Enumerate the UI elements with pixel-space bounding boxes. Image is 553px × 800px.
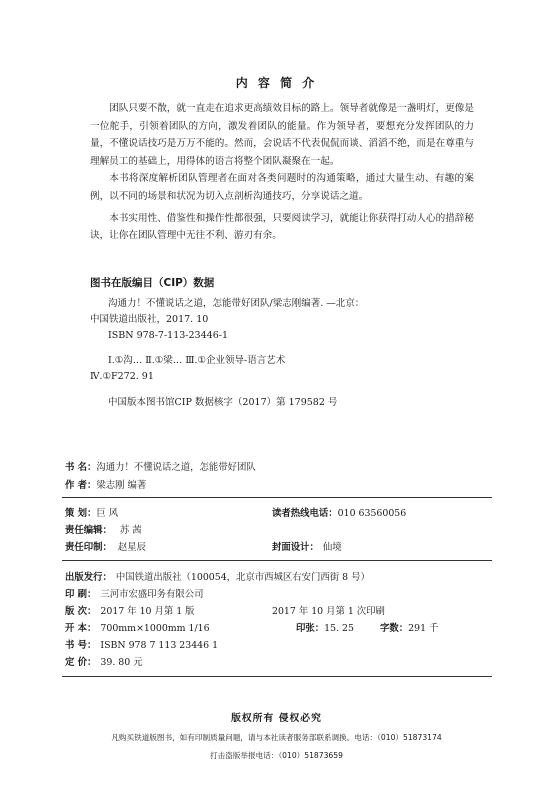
- book-author-value: 梁志刚 编著: [96, 480, 147, 491]
- editor-value: 苏 茜: [119, 525, 142, 536]
- cip-line-isbn: ISBN 978-7-113-23446-1: [108, 329, 228, 341]
- format-label: 开 本：: [65, 623, 97, 634]
- print-manager-value: 赵星辰: [117, 542, 147, 553]
- intro-title: 内 容 简 介: [235, 76, 318, 90]
- format-value: 700mm×1000mm 1/16: [100, 623, 210, 634]
- publisher-value: 中国铁道出版社（100054，北京市西城区右安门西街 8 号）: [115, 572, 370, 583]
- words-row: [380, 620, 438, 634]
- price-row: [65, 654, 143, 668]
- price-value: 39. 80 元: [100, 657, 143, 668]
- print-manager-label: 责任印制：: [65, 542, 112, 553]
- editor-row: [65, 522, 142, 536]
- hotline-value: 010 63560056: [337, 508, 407, 519]
- rights-note-piracy: 打击盗版举报电话：（010）51873659: [210, 751, 343, 760]
- intro-paragraph-2: 本书将深度解析团队管理者在面对各类问题时的沟通策略，通过大量生动、有趣的案例，以不同的场景和状况为切入点剖析沟通技巧，分享说话之道。: [90, 173, 474, 202]
- printing-value: 2017 年 10 月第 1 次印刷: [272, 606, 385, 617]
- book-title-label: 书 名：: [65, 462, 97, 473]
- publisher-label: 出版发行：: [65, 572, 112, 583]
- cip-line-classification: Ⅳ.①F272. 91: [90, 371, 154, 383]
- isbn-value: ISBN 978 7 113 23446 1: [100, 640, 219, 651]
- publisher-row: [65, 569, 370, 583]
- price-label: 定 价：: [65, 657, 97, 668]
- rights-title: 版权所有 侵权必究: [231, 713, 322, 724]
- words-label: 字数：: [380, 623, 409, 634]
- sheets-row: [296, 620, 354, 634]
- book-title-row: [65, 459, 256, 473]
- cover-design-value: 仙境: [322, 542, 342, 553]
- cip-line-number: 中国版本图书馆CIP 数据核字（2017）第 179582 号: [108, 396, 338, 408]
- edition-row: [65, 603, 195, 617]
- isbn-row: [65, 637, 218, 651]
- cip-record: [90, 296, 490, 411]
- isbn-label: 书 号：: [65, 640, 97, 651]
- cip-line-title: 沟通力！不懂说话之道，怎能带好团队/梁志刚编著. —北京：: [108, 298, 365, 309]
- cip-heading: 图书在版编目（CIP）数据: [90, 277, 215, 289]
- printing-row: [272, 603, 385, 617]
- intro-paragraph-3: 本书实用性、借鉴性和操作性都很强，只要阅读学习，就能让你获得打动人心的措辞秘诀，让你在团队管理中无往不利、游刃有余。: [90, 212, 474, 242]
- divider-1: [62, 497, 492, 498]
- printer-label: 印 刷：: [65, 589, 97, 600]
- intro-paragraph-1: 团队只要不散，就一直走在追求更高绩效目标的路上。领导者就像是一盏明灯，更像是一位舵手，引领着团队的方向，激发着团队的能量。作为领导者，要想充分发挥团队的力量，不懂说话技巧是万万不能的。然而，会说话不代表侃侃而谈、滔滔不绝，而是在尊重与理解员工的基础上，用得体的语言将整个团队凝聚在一起。: [90, 103, 474, 167]
- cover-design-label: 封面设计：: [272, 542, 319, 553]
- planner-label: 策 划：: [65, 508, 97, 519]
- words-value: 291 千: [408, 623, 439, 634]
- book-author-label: 作 者：: [65, 480, 97, 491]
- planner-value: 巨 风: [96, 508, 119, 519]
- book-title-value: 沟通力！不懂说话之道，怎能带好团队: [96, 462, 256, 473]
- print-manager-row: [65, 539, 146, 553]
- cover-design-row: [272, 539, 342, 553]
- divider-2: [62, 560, 492, 561]
- edition-value: 2017 年 10 月第 1 版: [100, 606, 195, 617]
- intro-body: [90, 100, 474, 245]
- edition-label: 版 次：: [65, 606, 97, 617]
- format-row: [65, 620, 210, 634]
- book-author-row: [65, 477, 146, 491]
- cip-line-subjects: Ⅰ.①沟… Ⅱ.①梁… Ⅲ.①企业领导-语言艺术: [108, 355, 286, 367]
- cip-line-publisher: 中国铁道出版社，2017. 10: [90, 313, 209, 325]
- sheets-value: 15. 25: [324, 623, 354, 634]
- sheets-label: 印张：: [296, 623, 325, 634]
- hotline-label: 读者热线电话：: [272, 508, 338, 519]
- hotline-row: [272, 505, 406, 519]
- divider-3: [62, 676, 492, 677]
- planner-row: [65, 505, 118, 519]
- printer-value: 三河市宏盛印务有限公司: [100, 589, 204, 600]
- printer-row: [65, 586, 204, 600]
- rights-note-exchange: 凡购买铁道版图书，如有印制质量问题，请与本社读者服务部联系调换。电话：（010）51873174: [111, 733, 442, 742]
- editor-label: 责任编辑：: [65, 525, 112, 536]
